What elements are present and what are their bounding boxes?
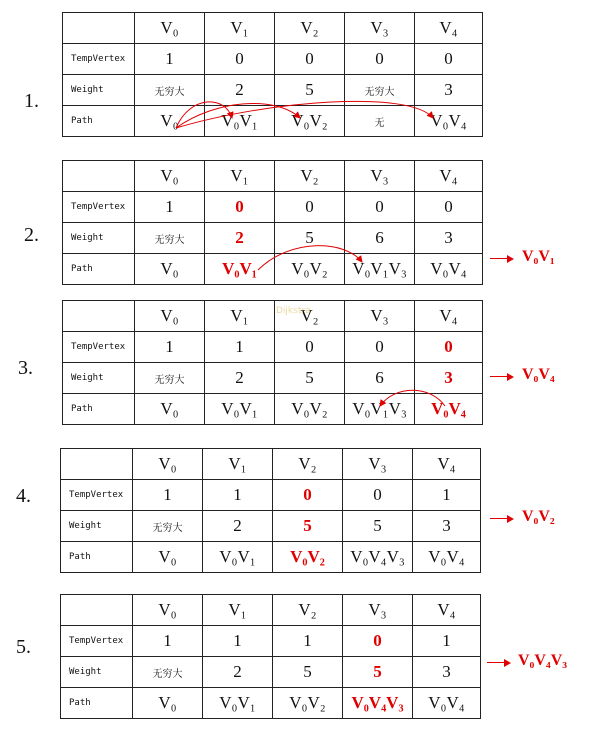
weight-cell: 无穷大	[133, 657, 203, 688]
weight-cell: 5	[275, 363, 345, 394]
weight-cell: 3	[415, 223, 483, 254]
weight-cell: 3	[415, 75, 483, 106]
result-arrow	[490, 376, 512, 377]
row-label: Weight	[61, 511, 133, 542]
vertex-header: V₄	[415, 301, 483, 332]
vertex-header: V₀	[133, 449, 203, 480]
result-arrow	[490, 258, 512, 259]
path-cell: V₀V₄V₃	[343, 688, 413, 719]
step-number: 3.	[18, 357, 33, 379]
step-number: 1.	[24, 90, 39, 112]
tempvertex-cell: 1	[135, 44, 205, 75]
tempvertex-cell: 1	[205, 332, 275, 363]
weight-cell: 5	[343, 511, 413, 542]
weight-cell: 无穷大	[135, 363, 205, 394]
step-number: 2.	[24, 224, 39, 246]
tempvertex-row	[61, 480, 481, 511]
vertex-header: V₃	[345, 13, 415, 44]
row-label: TempVertex	[63, 44, 135, 75]
row-label: TempVertex	[61, 480, 133, 511]
path-cell: V₀V₄	[415, 106, 483, 137]
weight-row	[63, 223, 483, 254]
vertex-header: V₁	[203, 595, 273, 626]
path-cell: V₀	[133, 688, 203, 719]
corner-cell	[61, 449, 133, 480]
path-cell: V₀V₄	[415, 394, 483, 425]
selected-path: V₀V₁	[522, 248, 555, 265]
path-row	[63, 394, 483, 425]
vertex-header: V₀	[135, 301, 205, 332]
tempvertex-row	[63, 192, 483, 223]
tempvertex-cell: 0	[275, 44, 345, 75]
vertex-header: V₄	[415, 161, 483, 192]
header-row	[63, 301, 483, 332]
weight-cell: 2	[205, 363, 275, 394]
path-row	[61, 688, 481, 719]
tempvertex-cell: 1	[273, 626, 343, 657]
header-row	[63, 161, 483, 192]
weight-cell: 5	[273, 511, 343, 542]
weight-row	[63, 75, 483, 106]
weight-cell: 6	[345, 363, 415, 394]
weight-cell: 2	[203, 657, 273, 688]
vertex-header: V₁	[205, 301, 275, 332]
row-label: TempVertex	[63, 332, 135, 363]
row-label: TempVertex	[63, 192, 135, 223]
path-cell: V₀V₂	[273, 688, 343, 719]
row-label: Weight	[63, 363, 135, 394]
selected-path: V₀V₄V₃	[518, 652, 568, 669]
row-label: Path	[63, 394, 135, 425]
tempvertex-cell: 1	[413, 626, 481, 657]
step-table	[60, 448, 481, 573]
tempvertex-cell: 1	[135, 332, 205, 363]
vertex-header: V₀	[135, 161, 205, 192]
path-row	[61, 542, 481, 573]
weight-cell: 3	[415, 363, 483, 394]
row-label: Path	[63, 106, 135, 137]
weight-cell: 2	[205, 223, 275, 254]
path-cell: V₀V₄V₃	[343, 542, 413, 573]
vertex-header: V₂	[273, 595, 343, 626]
vertex-header: V₀	[135, 13, 205, 44]
weight-cell: 5	[275, 75, 345, 106]
row-label: Weight	[61, 657, 133, 688]
row-label: Weight	[63, 75, 135, 106]
tempvertex-cell: 0	[205, 192, 275, 223]
weight-cell: 2	[205, 75, 275, 106]
tempvertex-cell: 1	[133, 626, 203, 657]
row-label: Path	[61, 688, 133, 719]
weight-cell: 5	[273, 657, 343, 688]
row-label: Path	[61, 542, 133, 573]
result-arrow	[490, 518, 512, 519]
header-row	[61, 449, 481, 480]
path-cell: V₀V₁	[205, 394, 275, 425]
weight-cell: 2	[203, 511, 273, 542]
weight-cell: 无穷大	[135, 223, 205, 254]
vertex-header: V₁	[205, 13, 275, 44]
path-row	[63, 106, 483, 137]
header-row	[61, 595, 481, 626]
weight-cell: 无穷大	[345, 75, 415, 106]
corner-cell	[63, 13, 135, 44]
tempvertex-row	[61, 626, 481, 657]
vertex-header: V₃	[345, 161, 415, 192]
corner-cell	[63, 161, 135, 192]
corner-cell	[63, 301, 135, 332]
vertex-header: V₃	[345, 301, 415, 332]
vertex-header: V₁	[205, 161, 275, 192]
corner-cell	[61, 595, 133, 626]
tempvertex-cell: 1	[135, 192, 205, 223]
tempvertex-row	[63, 44, 483, 75]
path-cell: V₀V₁	[205, 254, 275, 285]
tempvertex-cell: 0	[415, 332, 483, 363]
step-table	[62, 12, 483, 137]
tempvertex-cell: 0	[275, 192, 345, 223]
step-table	[60, 594, 481, 719]
path-cell: V₀V₁	[205, 106, 275, 137]
path-cell: V₀	[135, 254, 205, 285]
path-cell: V₀	[133, 542, 203, 573]
weight-row	[61, 511, 481, 542]
selected-path: V₀V₂	[522, 508, 555, 525]
step-number: 5.	[16, 636, 31, 658]
weight-row	[61, 657, 481, 688]
path-cell: V₀	[135, 394, 205, 425]
result-arrow	[487, 662, 509, 663]
step-number: 4.	[16, 485, 31, 507]
tempvertex-cell: 0	[343, 480, 413, 511]
path-cell: V₀V₂	[273, 542, 343, 573]
tempvertex-cell: 0	[345, 44, 415, 75]
row-label: Weight	[63, 223, 135, 254]
tempvertex-cell: 1	[133, 480, 203, 511]
tempvertex-cell: 1	[203, 626, 273, 657]
tempvertex-cell: 0	[275, 332, 345, 363]
selected-path: V₀V₄	[522, 366, 555, 383]
tempvertex-cell: 1	[203, 480, 273, 511]
weight-cell: 无穷大	[133, 511, 203, 542]
path-cell: V₀V₁V₃	[345, 254, 415, 285]
tempvertex-cell: 0	[273, 480, 343, 511]
step-table	[62, 300, 483, 425]
step-table	[62, 160, 483, 285]
vertex-header: V₂	[275, 161, 345, 192]
weight-cell: 3	[413, 657, 481, 688]
header-row	[63, 13, 483, 44]
tempvertex-cell: 0	[343, 626, 413, 657]
watermark: Dijkstra	[276, 306, 311, 316]
path-cell: 无	[345, 106, 415, 137]
vertex-header: V₂	[275, 301, 345, 332]
vertex-header: V₄	[413, 449, 481, 480]
path-cell: V₀V₂	[275, 254, 345, 285]
weight-cell: 无穷大	[135, 75, 205, 106]
vertex-header: V₃	[343, 595, 413, 626]
tempvertex-row	[63, 332, 483, 363]
row-label: Path	[63, 254, 135, 285]
vertex-header: V₄	[413, 595, 481, 626]
weight-cell: 3	[413, 511, 481, 542]
tempvertex-cell: 0	[415, 44, 483, 75]
tempvertex-cell: 0	[345, 332, 415, 363]
vertex-header: V₃	[343, 449, 413, 480]
weight-cell: 5	[343, 657, 413, 688]
vertex-header: V₄	[415, 13, 483, 44]
weight-cell: 6	[345, 223, 415, 254]
vertex-header: V₂	[275, 13, 345, 44]
path-cell: V₀V₄	[413, 688, 481, 719]
tempvertex-cell: 0	[205, 44, 275, 75]
path-cell: V₀V₁	[203, 688, 273, 719]
path-cell: V₀V₂	[275, 106, 345, 137]
path-cell: V₀V₄	[413, 542, 481, 573]
tempvertex-cell: 0	[345, 192, 415, 223]
weight-row	[63, 363, 483, 394]
vertex-header: V₁	[203, 449, 273, 480]
path-cell: V₀V₁V₃	[345, 394, 415, 425]
path-row	[63, 254, 483, 285]
vertex-header: V₂	[273, 449, 343, 480]
path-cell: V₀V₁	[203, 542, 273, 573]
path-cell: V₀V₄	[415, 254, 483, 285]
path-cell: V₀V₂	[275, 394, 345, 425]
vertex-header: V₀	[133, 595, 203, 626]
row-label: TempVertex	[61, 626, 133, 657]
weight-cell: 5	[275, 223, 345, 254]
path-cell: V₀	[135, 106, 205, 137]
tempvertex-cell: 0	[415, 192, 483, 223]
tempvertex-cell: 1	[413, 480, 481, 511]
